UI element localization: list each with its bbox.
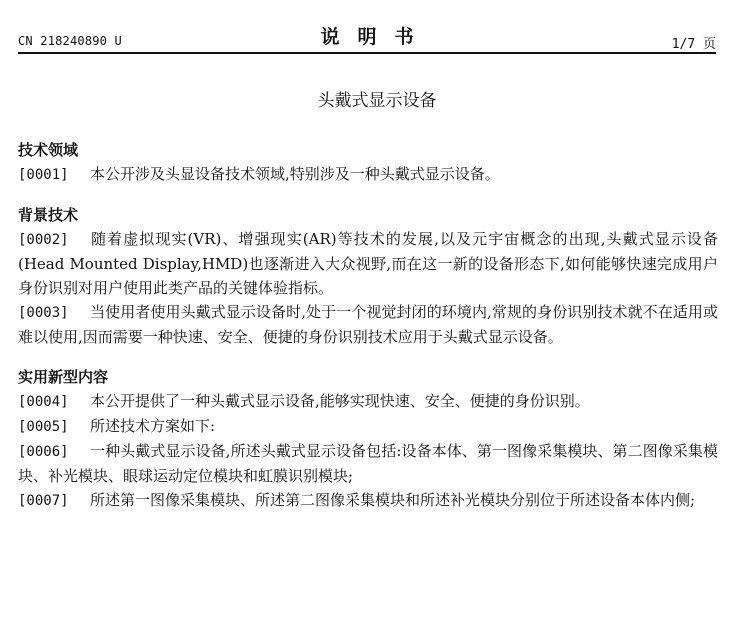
paragraph-number: [0007]	[18, 493, 69, 509]
section-utility-model-content	[18, 365, 718, 513]
paragraph-text: 所述第一图像采集模块、所述第二图像采集模块和所述补光模块分别位于所述设备本体内侧;	[90, 491, 696, 509]
section-heading: 技术领域	[18, 141, 79, 159]
document-body	[18, 138, 718, 513]
paragraph	[18, 300, 718, 349]
section-technical-field	[18, 138, 718, 187]
paragraph-text: 所述技术方案如下:	[90, 417, 216, 435]
paragraph	[18, 389, 718, 414]
paragraph	[18, 439, 718, 488]
paragraph-text: 本公开涉及头显设备技术领域,特别涉及一种头戴式显示设备。	[90, 165, 500, 183]
paragraph-text: 当使用者使用头戴式显示设备时,处于一个视觉封闭的环境内,常规的身份识别技术就不在适用或难以使用,因而需要一种快速、安全、便捷的身份识别技术应用于头戴式显示设备。	[18, 303, 718, 346]
document-title: 头戴式显示设备	[317, 91, 437, 111]
paragraph-number: [0003]	[18, 305, 69, 321]
paragraph	[18, 488, 718, 513]
section-background	[18, 203, 718, 349]
paragraph-number: [0001]	[18, 167, 69, 183]
paragraph	[18, 162, 718, 187]
section-heading: 实用新型内容	[18, 368, 109, 386]
publication-number: CN 218240890 U	[18, 34, 122, 48]
paragraph-text: 随着虚拟现实(VR)、增强现实(AR)等技术的发展,以及元宇宙概念的出现,头戴式显示设备(Head Mounted Display,HMD)也逐渐进入大众视野,而在这一新的设备形态下,如何能够快速完成用户身份识别对用户使用此类产品的关键体验指标。	[18, 230, 718, 297]
paragraph-number: [0002]	[18, 232, 69, 248]
paragraph-number: [0004]	[18, 394, 69, 410]
page-indicator: 1/7 页	[671, 37, 716, 52]
section-heading: 背景技术	[18, 206, 79, 224]
paragraph	[18, 414, 718, 439]
document-type-label: 说明书	[320, 26, 432, 48]
paragraph-number: [0005]	[18, 419, 69, 435]
page-header	[18, 22, 716, 54]
paragraph-text: 一种头戴式显示设备,所述头戴式显示设备包括:设备本体、第一图像采集模块、第二图像采集模块、补光模块、眼球运动定位模块和虹膜识别模块;	[18, 442, 718, 485]
paragraph-number: [0006]	[18, 444, 69, 460]
paragraph-text: 本公开提供了一种头戴式显示设备,能够实现快速、安全、便捷的身份识别。	[90, 392, 590, 410]
paragraph	[18, 227, 718, 300]
